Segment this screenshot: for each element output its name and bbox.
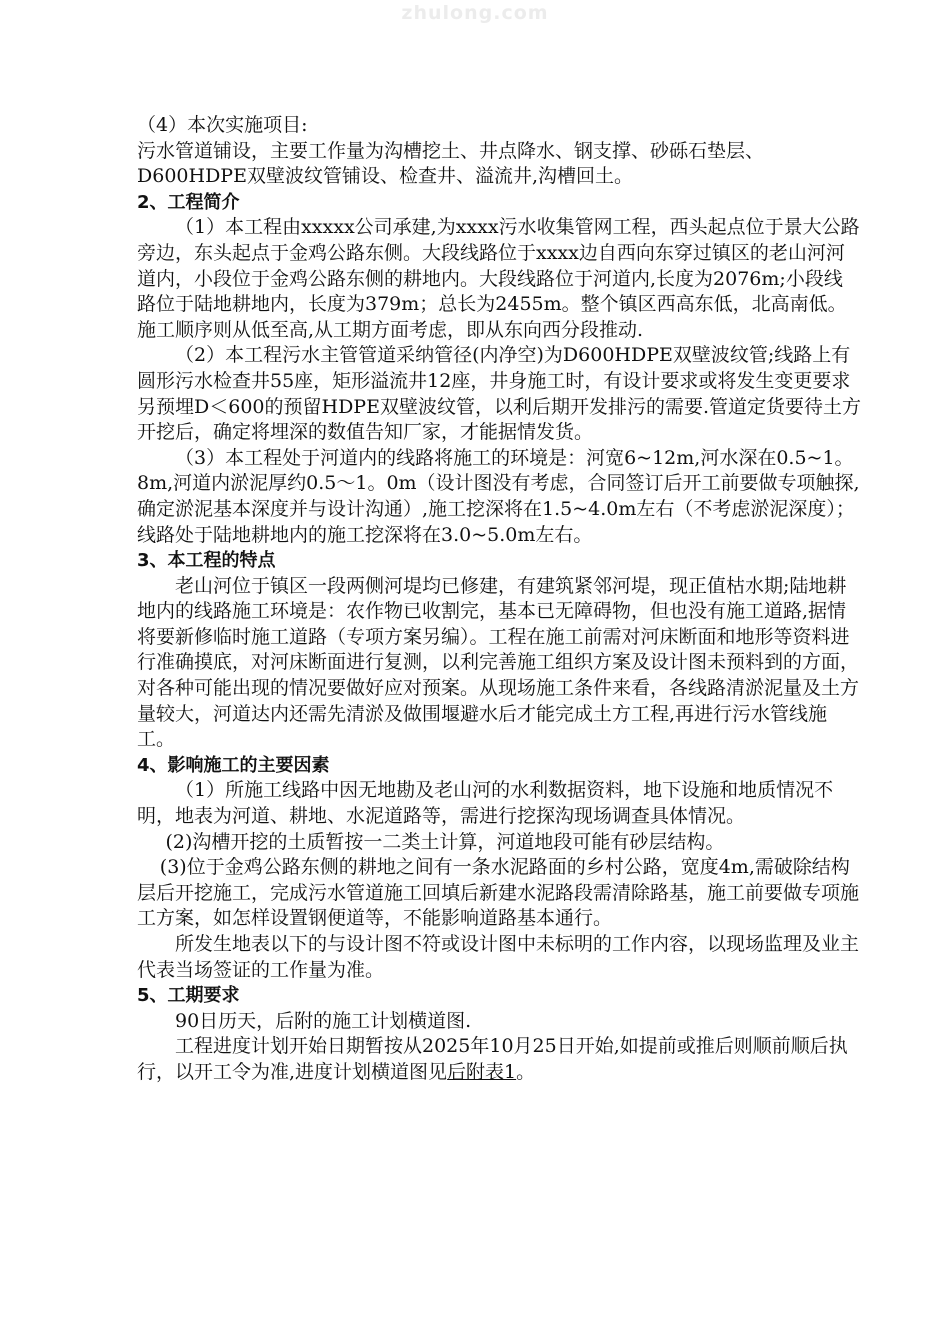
section-2-para-2: （2）本工程污水主管管道采纳管径(内净空)为D600HDPE双壁波纹管;线路上有圆形污水检查井55座，矩形溢流井12座，井身施工时，有设计要求或将发生变更要求另预埋D＜600的预留HDPE双壁波纹管，以利后期开发排污的需要.管道定货要待土方开挖后，确定将埋深的数值告知厂家，才能据情发货。	[137, 344, 861, 444]
section-5-para-2-end: 。	[516, 1060, 536, 1083]
section-3-para-1: 老山河位于镇区一段两侧河堤均已修建，有建筑紧邻河堤，现正值枯水期;陆地耕地内的线路施工环境是：农作物已收割完，基本已无障碍物，但也没有施工道路,据情将要新修临时施工道路（专项方案另编）。工程在施工前需对河床断面和地形等资料进行准确摸底，对河床断面进行复测，以利完善施工组织方案及设计图未预料到的方面，对各种可能出现的情况要做好应对预案。从现场施工条件来看，各线路清淤泥量及土方量较大，河道达内还需先清淤及做围堰避水后才能完成土方工程,再进行污水管线施工。	[137, 574, 860, 751]
appendix-table-link[interactable]: 后附表1	[447, 1060, 517, 1083]
section-4-para-4: 所发生地表以下的与设计图不符或设计图中未标明的工作内容，以现场监理及业主代表当场签证的工作量为准。	[137, 933, 860, 981]
section-5-para-2-text: 工程进度计划开始日期暂按从2025年10月25日开始,如提前或推后则顺前顺后执行，以开工令为准,进度计划横道图见	[137, 1035, 848, 1083]
section-2-para-3: （3）本工程处于河道内的线路将施工的环境是：河宽6~12m,河水深在0.5~1。8m,河道内淤泥厚约0.5～1。0m（设计图没有考虑，合同签订后开工前要做专项触探,确定淤泥基本深度并与设计沟通）,施工挖深将在1.5~4.0m左右（不考虑淤泥深度）；线路处于陆地耕地内的施工挖深将在3.0~5.0m左右。	[137, 446, 860, 546]
section-2-heading: 2、工程简介	[137, 191, 240, 213]
section-4-para-1: （1）所施工线路中因无地勘及老山河的水利数据资料，地下设施和地质情况不明，地表为河道、耕地、水泥道路等，需进行挖探沟现场调查具体情况。	[137, 779, 834, 828]
section-5-para-2	[137, 1034, 861, 1085]
document-body	[137, 113, 861, 1086]
section-3-heading: 3、本工程的特点	[137, 550, 276, 572]
watermark: zhulong.com	[401, 2, 549, 24]
section-4-heading: 4、影响施工的主要因素	[137, 754, 330, 776]
section-5-heading: 5、工期要求	[137, 985, 240, 1007]
item4-title: （4）本次实施项目:	[137, 114, 308, 136]
section-4-para-2: (2)沟槽开挖的土质暂按一二类土计算，河道地段可能有砂层结构。	[165, 830, 725, 853]
section-2-para-1: （1）本工程由xxxxx公司承建,为xxxx污水收集管网工程，西头起点位于景大公路旁边，东头起点于金鸡公路东侧。大段线路位于xxxx边自西向东穿过镇区的老山河河道内，小段位于金鸡公路东侧的耕地内。大段线路位于河道内,长度为2076m;小段线路位于陆地耕地内，长度为379m；总长为2455m。整个镇区西高东低，北高南低。施工顺序则从低至高,从工期方面考虑，即从东向西分段推动.	[137, 216, 860, 341]
section-5-para-1: 90日历天，后附的施工计划横道图.	[175, 1009, 472, 1032]
section-4-para-3: (3)位于金鸡公路东侧的耕地之间有一条水泥路面的乡村公路，宽度4m,需破除结构层后开挖施工，完成污水管道施工回填后新建水泥路段需清除路基，施工前要做专项施工方案，如怎样设置钢便道等，不能影响道路基本通行。	[137, 856, 860, 930]
item4-body: 污水管道铺设，主要工作量为沟槽挖土、井点降水、钢支撑、砂砾石垫层、D600HDPE双壁波纹管铺设、检查井、溢流井,沟槽回土。	[137, 139, 765, 188]
